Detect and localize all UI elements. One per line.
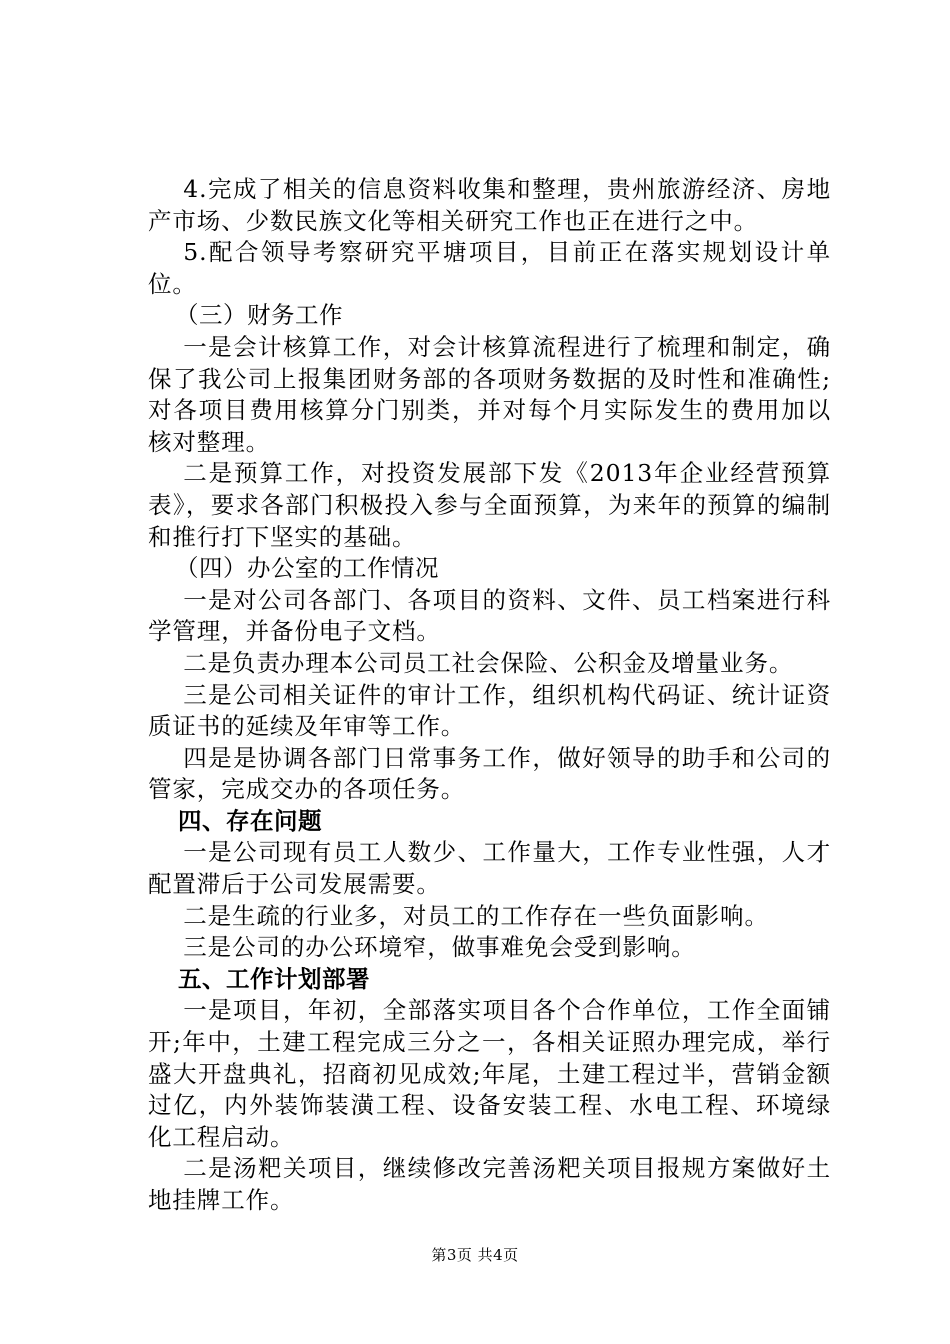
paragraph-office-3: 三是公司相关证件的审计工作，组织机构代码证、统计证资质证书的延续及年审等工作。	[148, 680, 831, 741]
section-heading-finance: （三）财务工作	[175, 301, 343, 330]
document-body	[148, 174, 831, 1217]
section-heading-problems: 四、存在问题	[178, 806, 322, 835]
paragraph-problem-2: 二是生疏的行业多，对员工的工作存在一些负面影响。	[183, 901, 769, 930]
paragraph-plan-2: 二是汤粑关项目，继续修改完善汤粑关项目报规方案做好土地挂牌工作。	[148, 1154, 831, 1214]
paragraph-budget: 二是预算工作，对投资发展部下发《2013年企业经营预算表》，要求各部门积极投入参与全面预算，为来年的预算的编制和推行打下坚实的基础。	[148, 459, 831, 551]
section-heading-plan: 五、工作计划部署	[178, 964, 370, 993]
page-footer	[0, 1244, 950, 1265]
paragraph-plan-1: 一是项目，年初，全部落实项目各个合作单位，工作全面铺开;年中，土建工程完成三分之一，各相关证照办理完成，举行盛大开盘典礼，招商初见成效;年尾，土建工程过半，营销金额过亿，内外装饰装潢工程、设备安装工程、水电工程、环境绿化工程启动。	[148, 996, 831, 1151]
paragraph-problem-1: 一是公司现有员工人数少、工作量大，工作专业性强，人才配置滞后于公司发展需要。	[148, 838, 831, 899]
page-number-label: 第3页 共4页	[431, 1246, 519, 1264]
paragraph-problem-3: 三是公司的办公环境窄，做事难免会受到影响。	[183, 933, 696, 962]
paragraph-office-4: 四是是协调各部门日常事务工作，做好领导的助手和公司的管家，完成交办的各项任务。	[148, 743, 831, 804]
section-heading-office: （四）办公室的工作情况	[175, 554, 439, 583]
paragraph-office-2: 二是负责办理本公司员工社会保险、公积金及增量业务。	[183, 648, 794, 677]
paragraph-item-5: 5.配合领导考察研究平塘项目，目前正在落实规划设计单位。	[148, 238, 831, 298]
paragraph-office-1: 一是对公司各部门、各项目的资料、文件、员工档案进行科学管理，并备份电子文档。	[148, 585, 831, 646]
paragraph-accounting: 一是会计核算工作，对会计核算流程进行了梳理和制定，确保了我公司上报集团财务部的各项财务数据的及时性和准确性;对各项目费用核算分门别类，并对每个月实际发生的费用加以核对整理。	[148, 332, 831, 456]
paragraph-item-4: 4.完成了相关的信息资料收集和整理，贵州旅游经济、房地产市场、少数民族文化等相关研究工作也正在进行之中。	[148, 175, 831, 235]
